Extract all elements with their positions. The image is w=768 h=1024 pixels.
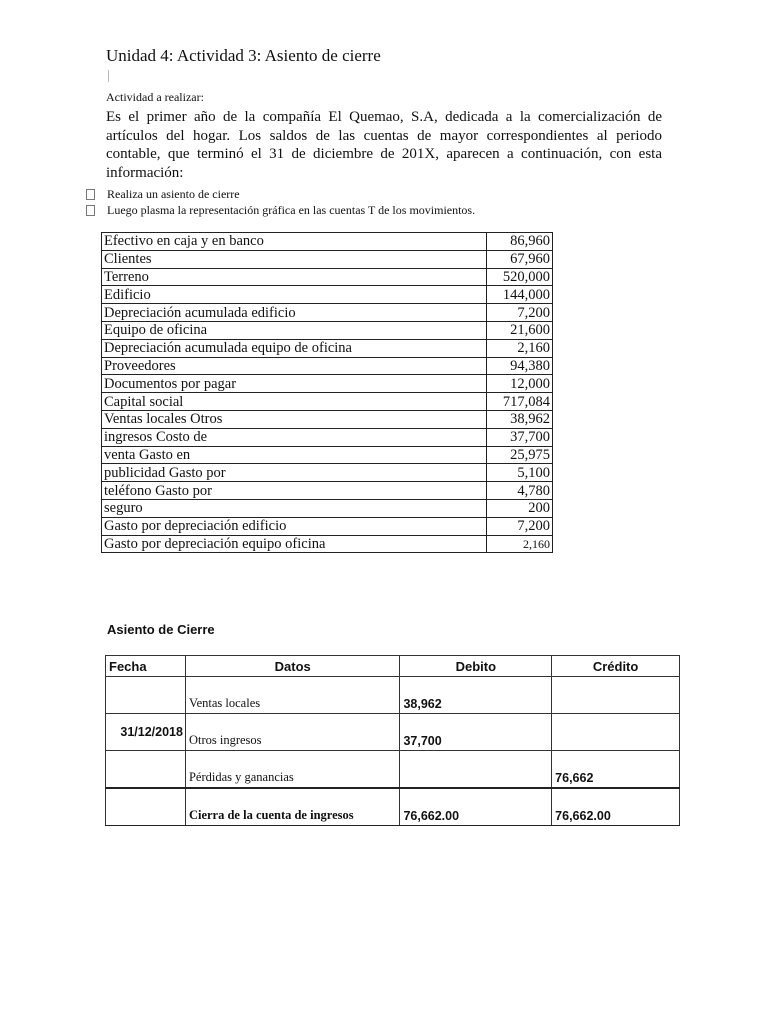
table-row	[102, 339, 553, 357]
header-fecha: Fecha	[106, 656, 186, 677]
account-name: venta Gasto en	[102, 446, 487, 464]
entry-debit: 37,700	[400, 714, 552, 751]
entry-credit	[552, 714, 680, 751]
bullet-box-icon	[86, 189, 95, 200]
account-amount: 2,160	[487, 535, 553, 553]
instruction-text: Luego plasma la representación gráfica en las cuentas T de los movimientos.	[107, 202, 476, 217]
table-row	[102, 482, 553, 500]
account-amount: 37,700	[487, 428, 553, 446]
entry-debit: 38,962	[400, 677, 552, 714]
table-row	[102, 375, 553, 393]
table-row	[102, 410, 553, 428]
account-amount: 144,000	[487, 286, 553, 304]
activity-subtitle: Actividad a realizar:	[106, 90, 204, 104]
account-amount: 717,084	[487, 393, 553, 411]
table-row	[102, 321, 553, 339]
account-name: Documentos por pagar	[102, 375, 487, 393]
closing-entry-title: Asiento de Cierre	[107, 622, 215, 637]
entry-account: Pérdidas y ganancias	[185, 751, 400, 789]
table-row	[102, 517, 553, 535]
table-row-total	[106, 788, 680, 826]
account-amount: 86,960	[487, 233, 553, 251]
entry-credit: 76,662	[552, 751, 680, 789]
closing-entry-table	[105, 655, 680, 826]
header-debito: Debito	[400, 656, 552, 677]
account-amount: 5,100	[487, 464, 553, 482]
account-name: seguro	[102, 499, 487, 517]
entry-account: Cierra de la cuenta de ingresos	[185, 788, 400, 826]
entry-account: Ventas locales	[185, 677, 400, 714]
account-amount: 7,200	[487, 517, 553, 535]
account-name: Gasto por depreciación edificio	[102, 517, 487, 535]
table-row	[106, 677, 680, 714]
table-row	[102, 499, 553, 517]
table-row	[102, 250, 553, 268]
intro-paragraph: Es el primer año de la compañía El Quemao, S.A, dedicada a la comercialización de artículos del hogar. Los saldos de las cuentas de mayor correspondientes al periodo contable, que terminó el 31 de diciembre de 201X, aparecen a continuación, con esta información:	[106, 109, 662, 181]
table-row	[102, 357, 553, 375]
text-cursor-mark	[108, 70, 109, 82]
account-name: Gasto por depreciación equipo oficina	[102, 535, 487, 553]
account-name: publicidad Gasto por	[102, 464, 487, 482]
account-name: Capital social	[102, 393, 487, 411]
entry-date: 31/12/2018	[106, 714, 186, 751]
entry-date	[106, 677, 186, 714]
account-amount: 21,600	[487, 321, 553, 339]
account-name: Edificio	[102, 286, 487, 304]
entry-credit	[552, 677, 680, 714]
balances-table	[101, 232, 553, 553]
table-row	[106, 714, 680, 751]
table-row	[102, 268, 553, 286]
entry-date	[106, 788, 186, 826]
account-name: ingresos Costo de	[102, 428, 487, 446]
table-row	[102, 393, 553, 411]
instruction-item	[86, 202, 475, 218]
table-row	[102, 304, 553, 322]
entry-credit: 76,662.00	[552, 788, 680, 826]
entry-date	[106, 751, 186, 789]
account-amount: 520,000	[487, 268, 553, 286]
account-amount: 2,160	[487, 339, 553, 357]
account-name: Depreciación acumulada edificio	[102, 304, 487, 322]
table-row	[102, 535, 553, 553]
account-name: Ventas locales Otros	[102, 410, 487, 428]
instruction-item	[86, 186, 475, 202]
instruction-text: Realiza un asiento de cierre	[107, 186, 240, 201]
table-row	[102, 286, 553, 304]
account-amount: 67,960	[487, 250, 553, 268]
header-credito: Crédito	[552, 656, 680, 677]
table-row	[102, 446, 553, 464]
account-name: Terreno	[102, 268, 487, 286]
table-header-row	[106, 656, 680, 677]
entry-debit: 76,662.00	[400, 788, 552, 826]
account-name: Efectivo en caja y en banco	[102, 233, 487, 251]
account-name: Depreciación acumulada equipo de oficina	[102, 339, 487, 357]
account-name: Proveedores	[102, 357, 487, 375]
account-amount: 25,975	[487, 446, 553, 464]
table-row	[102, 428, 553, 446]
account-amount: 200	[487, 499, 553, 517]
account-amount: 12,000	[487, 375, 553, 393]
header-datos: Datos	[185, 656, 400, 677]
table-row	[102, 233, 553, 251]
instruction-list	[86, 186, 475, 218]
account-name: Equipo de oficina	[102, 321, 487, 339]
account-amount: 7,200	[487, 304, 553, 322]
account-amount: 4,780	[487, 482, 553, 500]
entry-debit	[400, 751, 552, 789]
account-name: Clientes	[102, 250, 487, 268]
account-amount: 38,962	[487, 410, 553, 428]
table-row	[106, 751, 680, 789]
account-amount: 94,380	[487, 357, 553, 375]
bullet-box-icon	[86, 205, 95, 216]
entry-account: Otros ingresos	[185, 714, 400, 751]
table-row	[102, 464, 553, 482]
account-name: teléfono Gasto por	[102, 482, 487, 500]
page-title: Unidad 4: Actividad 3: Asiento de cierre	[106, 46, 381, 65]
